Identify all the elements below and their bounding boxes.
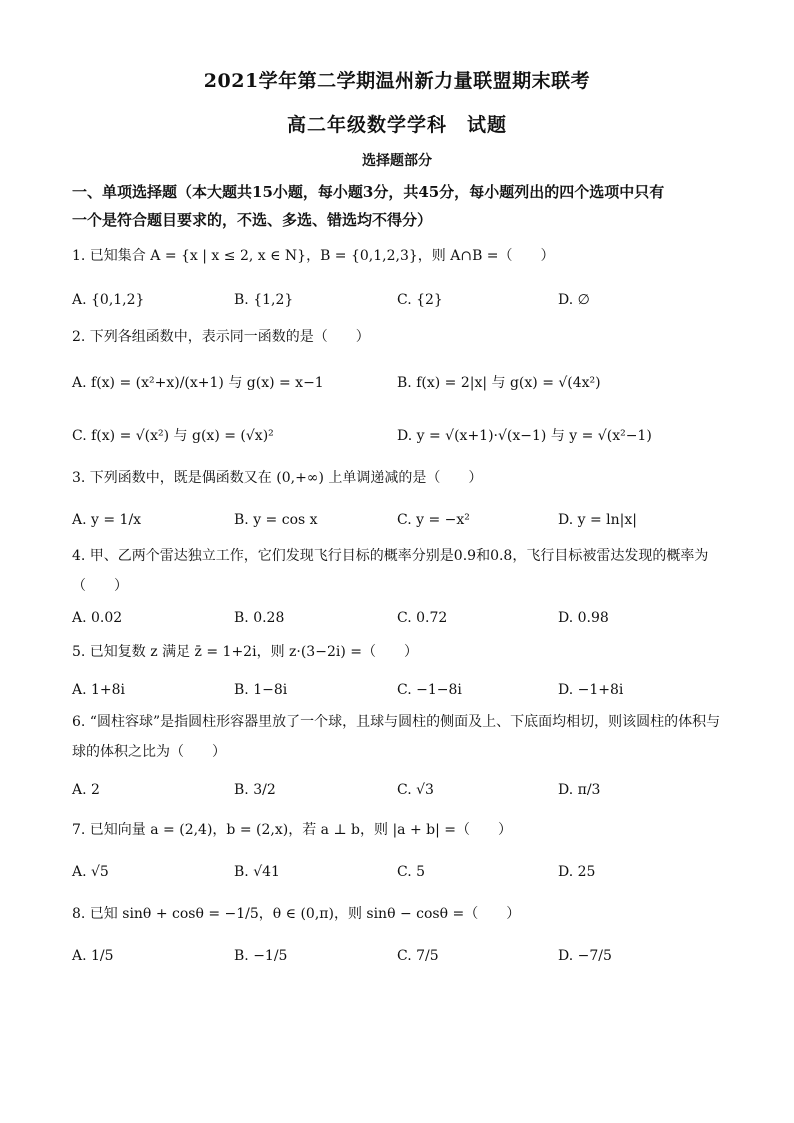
section-heading-line1: 一、单项选择题（本大题共15小题，每小题3分，共45分，每小题列出的四个选项中只有 (72, 183, 665, 201)
question-2-option-a: A. f(x) = (x²+x)/(x+1) 与 g(x) = x−1 (72, 375, 324, 391)
page-subtitle: 高二年级数学学科 试题 (286, 114, 507, 136)
question-5-option-a: A. 1+8i (72, 682, 126, 698)
question-3-stem: 3. 下列函数中，既是偶函数又在 (0,+∞) 上单调递减的是（ ） (72, 470, 483, 486)
question-8-stem: 8. 已知 sinθ + cosθ = −1/5，θ ∈ (0,π)，则 sinθ − cosθ =（ ） (72, 906, 521, 922)
question-5-option-c: C. −1−8i (397, 682, 462, 698)
question-4-stem: 4. 甲、乙两个雷达独立工作，它们发现飞行目标的概率分别是0.9和0.8，飞行目标被雷达发现的概率为 (72, 548, 709, 564)
question-6-option-b: B. 3/2 (234, 782, 276, 798)
question-4-option-a: A. 0.02 (72, 610, 123, 626)
question-3-option-d: D. y = ln|x| (558, 512, 637, 528)
question-4-option-d: D. 0.98 (558, 610, 609, 626)
question-6-option-c: C. √3 (397, 782, 434, 798)
part-heading: 选择题部分 (362, 153, 432, 169)
question-1-option-a: A. {0,1,2} (72, 292, 145, 308)
question-8-option-d: D. −7/5 (558, 948, 612, 964)
question-7-option-d: D. 25 (558, 864, 596, 880)
question-7-option-c: C. 5 (397, 864, 426, 880)
question-5-option-b: B. 1−8i (234, 682, 288, 698)
question-7-stem: 7. 已知向量 a = (2,4)，b = (2,x)，若 a ⊥ b，则 |a + b| =（ ） (72, 822, 513, 838)
question-5-stem: 5. 已知复数 z 满足 z̄ = 1+2i，则 z·(3−2i) =（ ） (72, 644, 418, 660)
question-1-stem: 1. 已知集合 A = {x | x ≤ 2, x ∈ N}，B = {0,1,2,3}，则 A∩B =（ ） (72, 248, 555, 264)
question-4-option-b: B. 0.28 (234, 610, 285, 626)
question-7-option-a: A. √5 (72, 864, 109, 880)
question-3-option-a: A. y = 1/x (72, 512, 142, 528)
page-title: 2021学年第二学期温州新力量联盟期末联考 (203, 70, 591, 92)
question-2-stem: 2. 下列各组函数中，表示同一函数的是（ ） (72, 329, 370, 345)
question-5-option-d: D. −1+8i (558, 682, 624, 698)
question-4-stem-cont: （ ） (72, 578, 128, 594)
question-2-option-c: C. f(x) = √(x²) 与 g(x) = (√x)² (72, 428, 274, 444)
question-1-option-b: B. {1,2} (234, 292, 294, 308)
question-6-stem-cont: 球的体积之比为（ ） (72, 744, 226, 760)
question-2-option-b: B. f(x) = 2|x| 与 g(x) = √(4x²) (397, 375, 601, 391)
question-2-option-d: D. y = √(x+1)·√(x−1) 与 y = √(x²−1) (397, 428, 652, 444)
section-heading-line2: 一个是符合题目要求的，不选、多选、错选均不得分） (72, 211, 433, 229)
question-8-option-b: B. −1/5 (234, 948, 288, 964)
question-8-option-c: C. 7/5 (397, 948, 439, 964)
question-3-option-c: C. y = −x² (397, 512, 470, 528)
question-8-option-a: A. 1/5 (72, 948, 114, 964)
section-heading (72, 178, 722, 234)
question-4-option-c: C. 0.72 (397, 610, 448, 626)
question-1-option-c: C. {2} (397, 292, 443, 308)
question-1-option-d: D. ∅ (558, 292, 590, 308)
question-3-option-b: B. y = cos x (234, 512, 318, 528)
question-6-option-a: A. 2 (72, 782, 100, 798)
question-6-stem: 6. “圆柱容球”是指圆柱形容器里放了一个球，且球与圆柱的侧面及上、下底面均相切，则该圆柱的体积与 (72, 714, 721, 730)
question-7-option-b: B. √41 (234, 864, 280, 880)
question-6-option-d: D. π/3 (558, 782, 601, 798)
